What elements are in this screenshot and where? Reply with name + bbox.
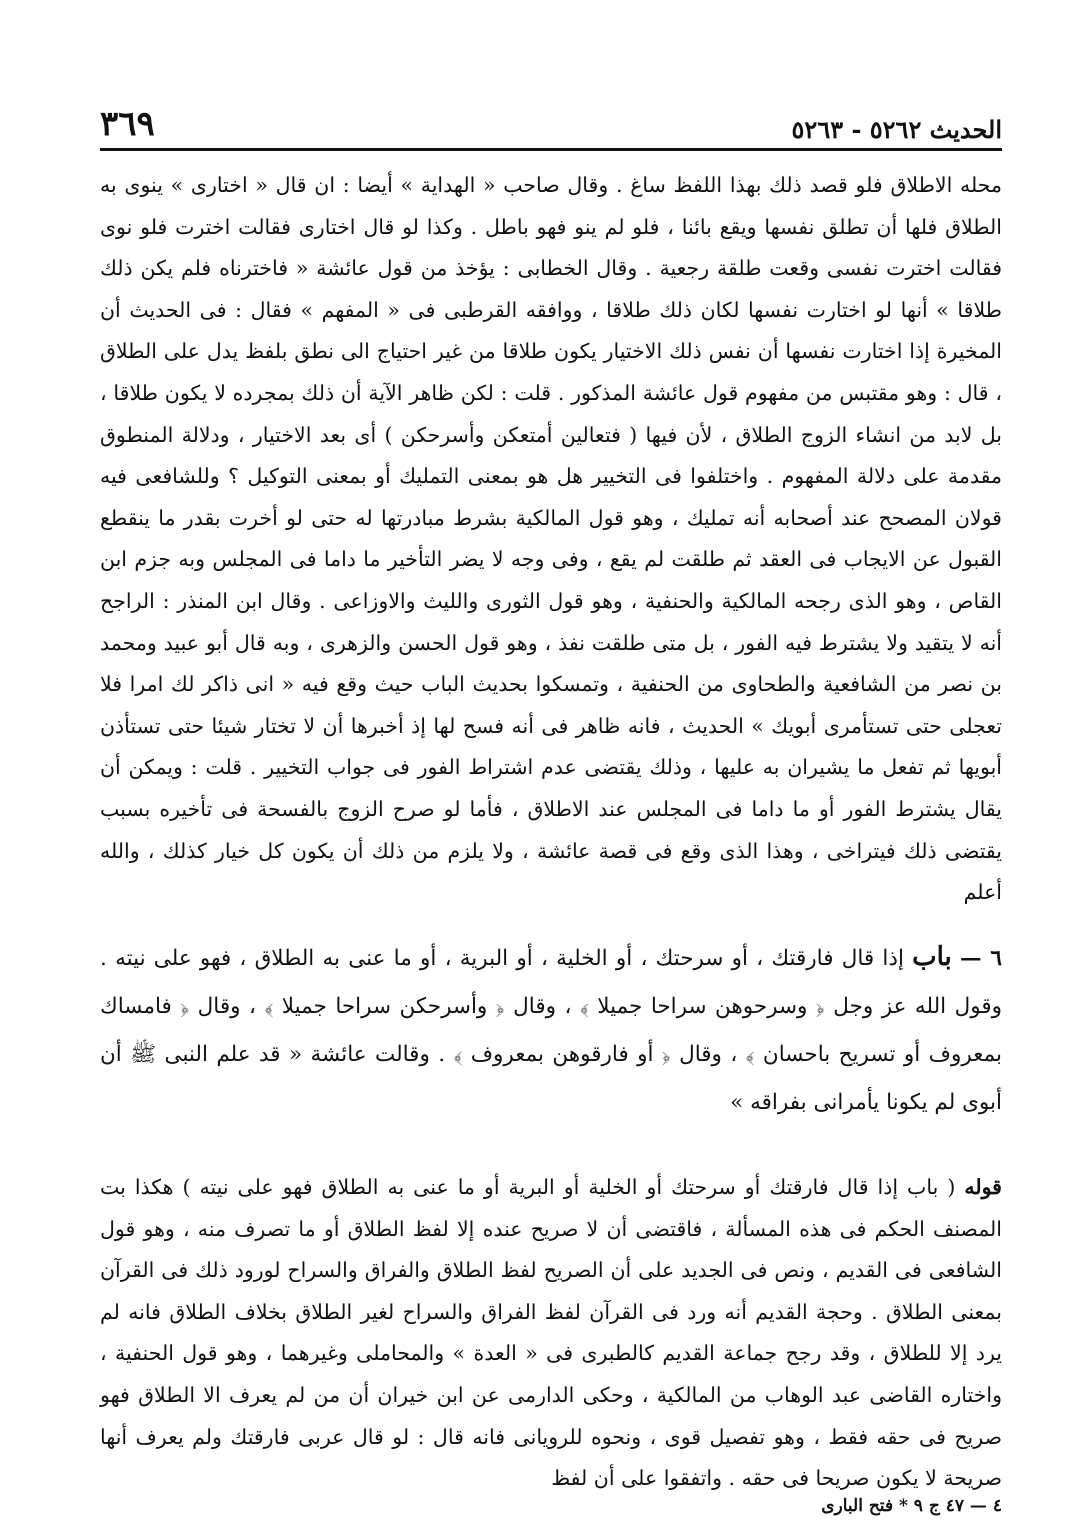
- commentary-paragraph-1: محله الاطلاق فلو قصد ذلك بهذا اللفظ ساغ . وقال صاحب « الهداية » أيضا : ان قال « اختارى » ينوى به الطلاق فلها أن تطلق نفسها ويقع بائنا ، فلو لم ينو فهو باطل . وكذا لو قال اختارى فقالت اخترت فلو نوى فقالت اخترت نفسى وقعت طلقة رجعية . وقال الخطابى : يؤخذ من قول عائشة « فاخترناه فلم يكن ذلك طلاقا » أنها لو اختارت نفسها لكان ذلك طلاقا ، ووافقه القرطبى فى « المفهم » فقال : فى الحديث أن المخيرة إذا اختارت نفسها أن نفس ذلك الاختيار يكون طلاقا من غير احتياج الى نطق بلفظ يدل على الطلاق ، قال : وهو مقتبس من مفهوم قول عائشة المذكور . قلت : لكن ظاهر الآية أن ذلك بمجرده لا يكون طلاقا ، بل لابد من انشاء الزوج الطلاق ، لأن فيها ( فتعالين أمتعكن وأسرحكن ) أى بعد الاختيار ، ودلالة المنطوق مقدمة على دلالة المفهوم . واختلفوا فى التخيير هل هو بمعنى التمليك أو بمعنى التوكيل ؟ وللشافعى فيه قولان المصحح عند أصحابه أنه تمليك ، وهو قول المالكية بشرط مبادرتها له حتى لو أخرت بقدر ما ينقطع القبول عن الايجاب فى العقد ثم طلقت لم يقع ، وفى وجه لا يضر التأخير ما داما فى المجلس وبه جزم ابن القاص ، وهو الذى رجحه المالكية والحنفية ، وهو قول الثورى والليث والاوزاعى . وقال ابن المنذر : الراجح أنه لا يتقيد ولا يشترط فيه الفور ، بل متى طلقت نفذ ، وهو قول الحسن والزهرى ، وبه قال أبو عبيد ومحمد بن نصر من الشافعية والطحاوى من الحنفية ، وتمسكوا بحديث الباب حيث وقع فيه « انى ذاكر لك امرا فلا تعجلى حتى تستأمرى أبويك » الحديث ، فانه ظاهر فى أنه فسح لها إذ أخبرها أن لا تختار شيئا حتى تستأذن أبويها ثم تفعل ما يشيران به عليها ، وذلك يقتضى عدم اشتراط الفور فى جواب التخيير . قلت : ويمكن أن يقال يشترط الفور أو ما داما فى المجلس عند الاطلاق ، فأما لو صرح الزوج بالفسحة فى تأخيره بسبب يقتضى ذلك فيتراخى ، وهذا الذى وقع فى قصة عائشة ، ولا يلزم من ذلك أن يكون كل خيار كذلك ، والله أعلم: [100, 173, 1002, 905]
- chapter-heading-text: [100, 933, 1002, 1153]
- page-header: [100, 96, 1002, 144]
- commentary-paragraph-2: [100, 1167, 1002, 1491]
- running-head: الحديث ٥٢٦٢ - ٥٢٦٣: [791, 115, 1002, 144]
- bab-word: باب: [912, 942, 952, 972]
- chapter-text: إذا قال فارقتك ، أو سرحتك ، أو الخلية ، أو البرية ، أو ما عنى به الطلاق ، فهو على نيته . وقول الله عز وجل ﴿ وسرحوهن سراحا جميلا ﴾ ، وقال ﴿ وأسرحكن سراحا جميلا ﴾ ، وقال ﴿ فامساك بمعروف أو تسريح باحسان ﴾ ، وقال ﴿ أو فارقوهن بمعروف ﴾ . وقالت عائشة « قد علم النبى ﷺ أن أبوى لم يكونا يأمرانى بفراقه »: [100, 946, 1002, 1115]
- commentary-2-text: ( باب إذا قال فارقتك أو سرحتك أو الخلية أو البرية أو ما عنى به الطلاق فهو على نيته ) هكذا بت المصنف الحكم فى هذه المسألة ، فاقتضى أن لا صريح عنده إلا لفظ الطلاق أو ما تصرف منه ، وهو قول الشافعى فى القديم ، ونص فى الجديد على أن الصريح لفظ الطلاق والفراق والسراح لورود ذلك فى القرآن بمعنى الطلاق . وحجة القديم أنه ورد فى القرآن لفظ الفراق والسراح لغير الطلاق بخلاف الطلاق فانه لم يرد إلا للطلاق ، وقد رجح جماعة القديم كالطبرى فى « العدة » والمحاملى وغيرهما ، وهو قول الحنفية ، واختاره القاضى عبد الوهاب من المالكية ، وحكى الدارمى عن ابن خيران أن من لم يعرف الا الطلاق فهو صريح فى حقه فقط ، وهو تفصيل قوى ، ونحوه للرويانى فانه قال : لو قال عربى فارقتك ولم يعرف أنها صريحة لا يكون صريحا فى حقه . واتفقوا على أن لفظ: [100, 1175, 1002, 1491]
- page-footer-signature: ٤ — ٤٧ ج ٩ * فتح البارى: [821, 1496, 1002, 1516]
- chapter-number: ٦ —: [960, 946, 1002, 971]
- qawluhu-word: قوله: [964, 1175, 1002, 1199]
- header-rule: [100, 148, 1002, 151]
- page-number: ٣٦٩: [100, 104, 155, 144]
